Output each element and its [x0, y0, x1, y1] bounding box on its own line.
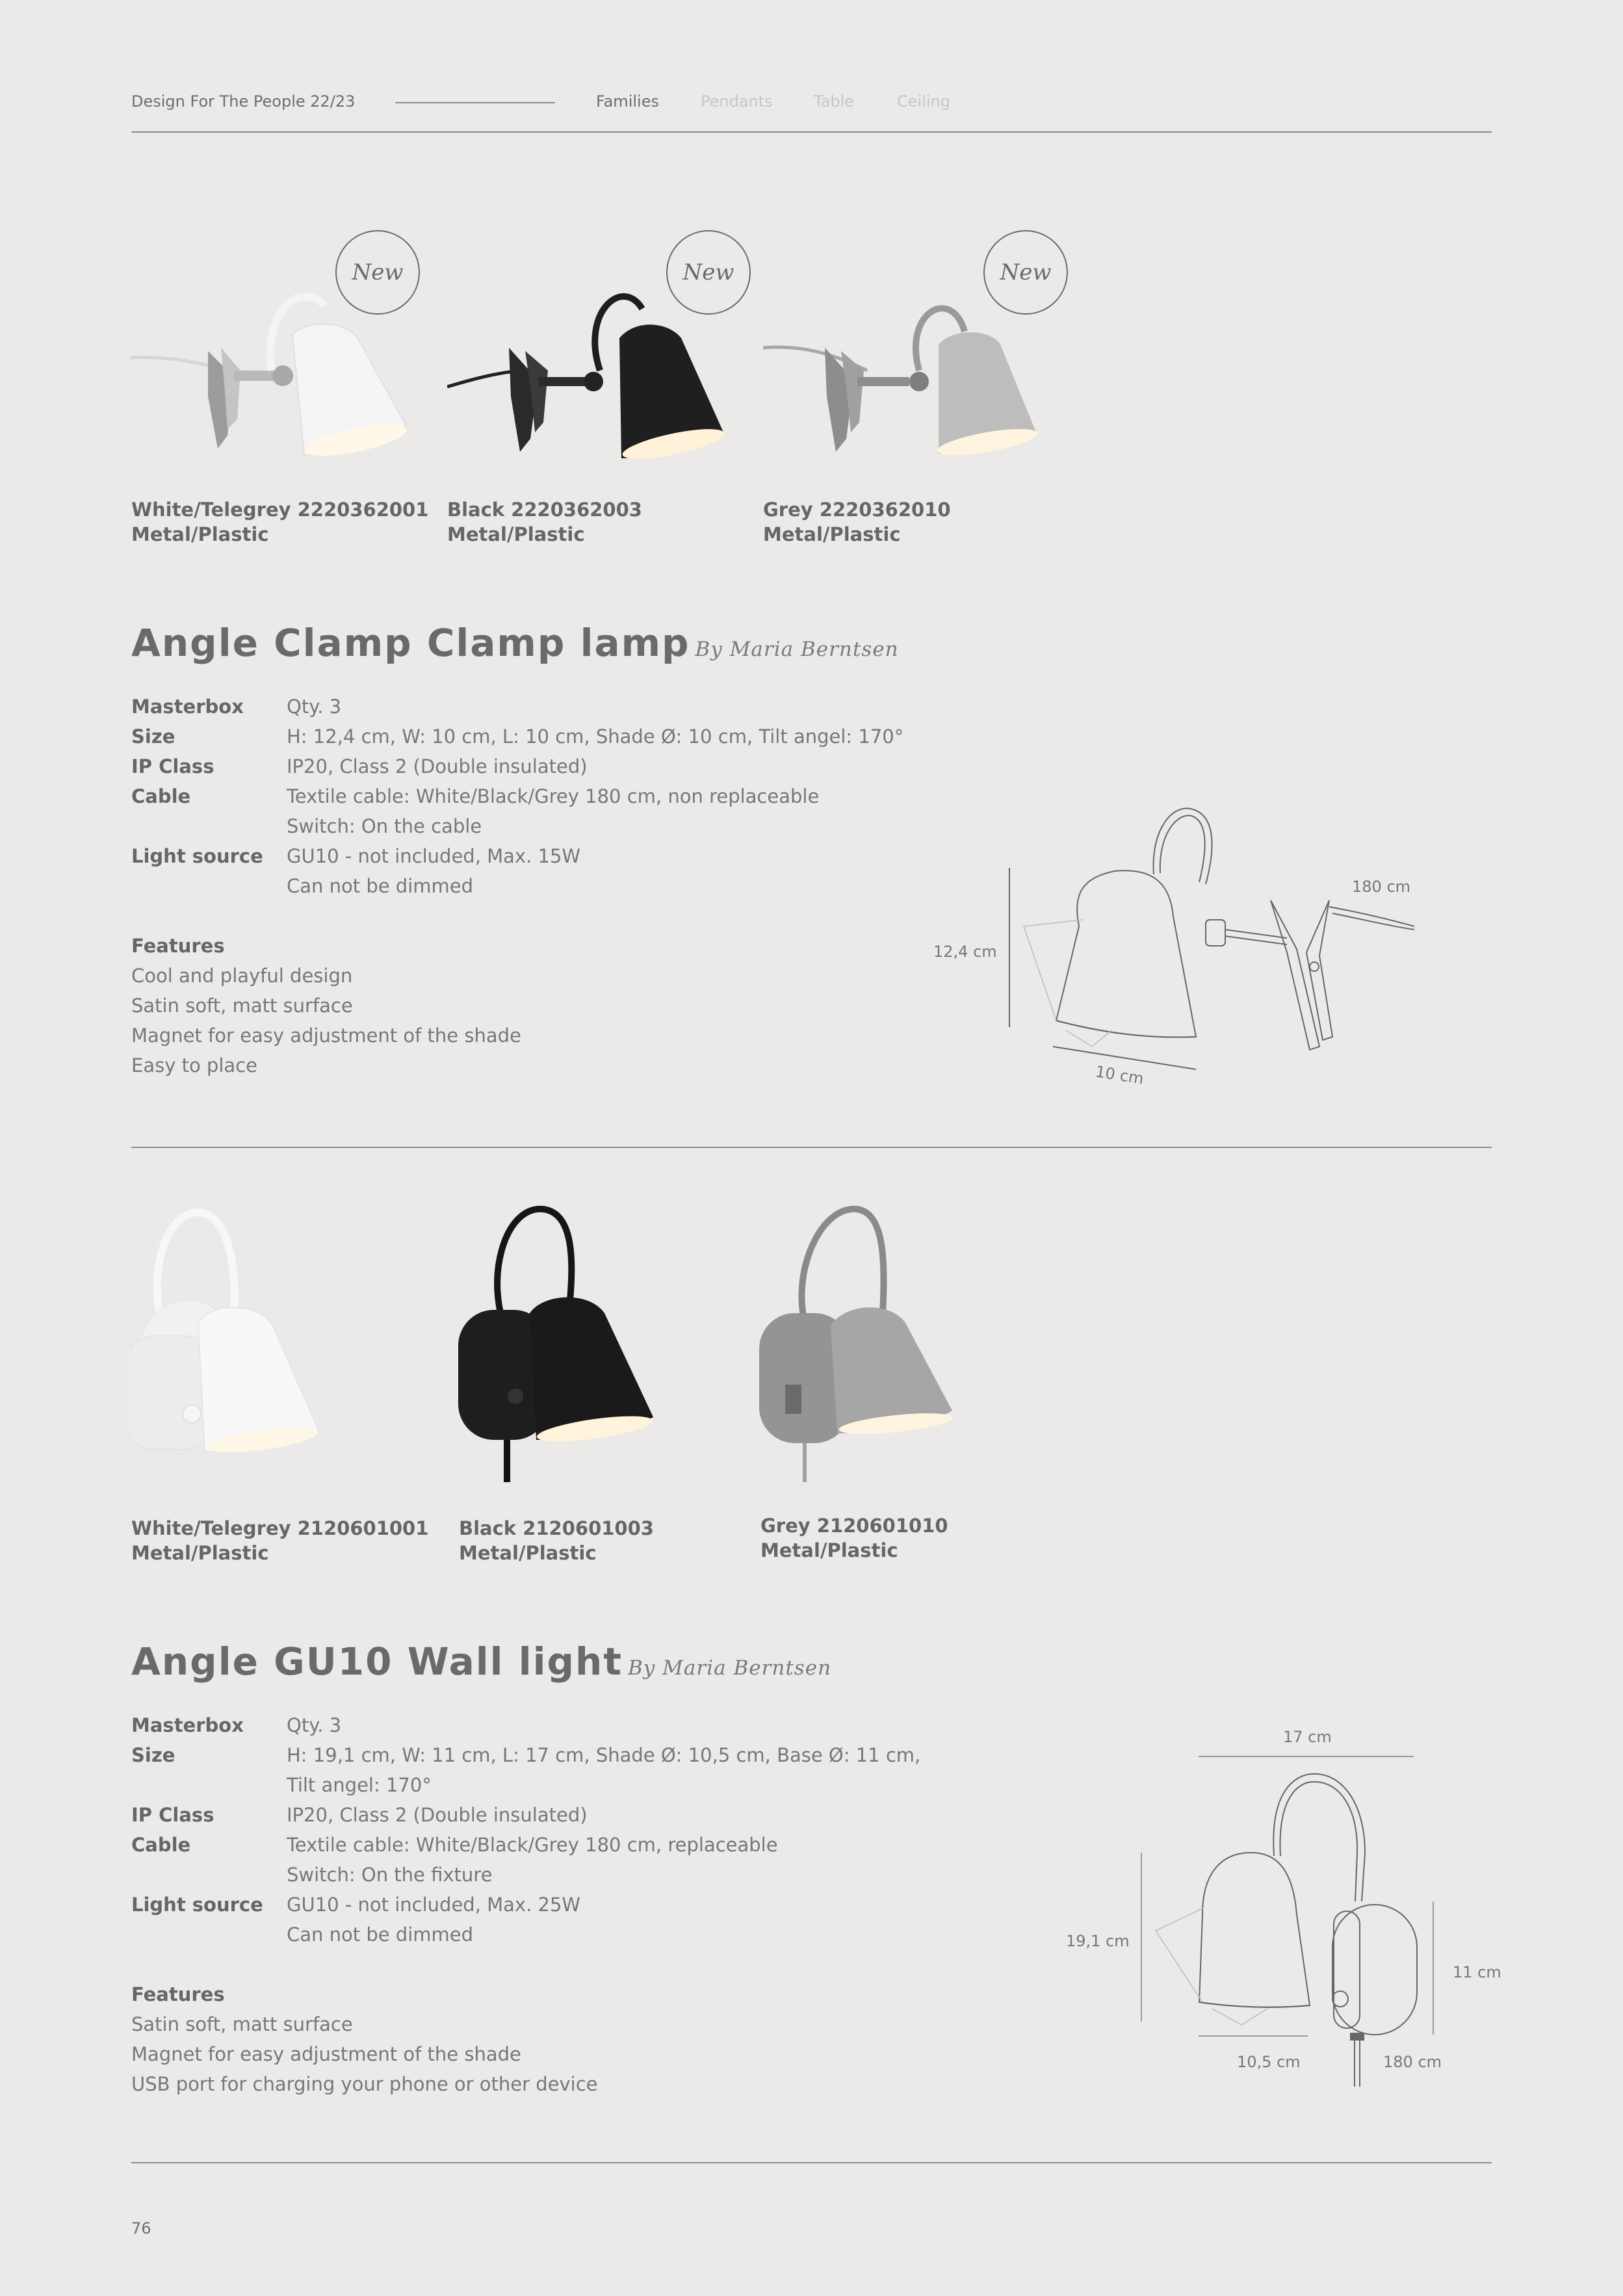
product-image-wall-grey — [759, 1196, 967, 1482]
product-title — [131, 621, 899, 665]
variant-material: Metal/Plastic — [131, 523, 269, 545]
product-title-text: Angle Clamp Clamp lamp — [131, 621, 690, 665]
spec-row — [131, 1770, 920, 1800]
spec-row — [131, 1920, 920, 1950]
dimension-cable: 180 cm — [1352, 878, 1411, 896]
spec-value: GU10 - not included, Max. 15W — [287, 845, 581, 867]
spec-key: Light source — [131, 1894, 263, 1916]
spec-row — [131, 781, 903, 811]
spec-row — [131, 1740, 920, 1770]
spec-key — [131, 811, 287, 841]
nav-ceiling[interactable]: Ceiling — [897, 92, 950, 111]
feature-item: Magnet for easy adjustment of the shade — [131, 1024, 521, 1047]
spec-value: Can not be dimmed — [287, 1924, 474, 1946]
new-badge: New — [666, 230, 751, 315]
spec-key: Cable — [131, 785, 191, 807]
spec-value: GU10 - not included, Max. 25W — [287, 1894, 581, 1916]
spec-value: Switch: On the fixture — [287, 1864, 493, 1886]
variant-name: Black 2220362003 — [447, 499, 642, 521]
spec-key — [131, 1920, 287, 1950]
spec-row — [131, 692, 903, 722]
feature-item: Satin soft, matt surface — [131, 995, 353, 1017]
spec-value: Textile cable: White/Black/Grey 180 cm, replaceable — [287, 1834, 778, 1856]
footer-rule — [131, 2162, 1492, 2163]
variant-caption — [131, 497, 428, 547]
spec-value: IP20, Class 2 (Double insulated) — [287, 755, 588, 777]
spec-row — [131, 1800, 920, 1830]
features-heading: Features — [131, 1983, 225, 2005]
spec-value: Tilt angel: 170° — [287, 1774, 432, 1796]
spec-value: H: 19,1 cm, W: 11 cm, L: 17 cm, Shade Ø: 10,5 cm, Base Ø: 11 cm, — [287, 1744, 921, 1766]
new-badge: New — [983, 230, 1068, 315]
variant-material: Metal/Plastic — [459, 1542, 597, 1564]
spec-key — [131, 1860, 287, 1890]
variant-material: Metal/Plastic — [763, 523, 901, 545]
spec-value: H: 12,4 cm, W: 10 cm, L: 10 cm, Shade Ø: 10 cm, Tilt angel: 170° — [287, 725, 904, 748]
spec-key: Size — [131, 725, 175, 748]
variant-name: Grey 2220362010 — [763, 499, 951, 521]
product-title — [131, 1639, 831, 1684]
spec-key — [131, 871, 287, 901]
features-list — [131, 931, 521, 1080]
spec-value: Qty. 3 — [287, 1714, 342, 1736]
spec-value: IP20, Class 2 (Double insulated) — [287, 1804, 588, 1826]
page-number: 76 — [131, 2219, 151, 2237]
spec-value: Qty. 3 — [287, 696, 342, 718]
spec-row — [131, 811, 903, 841]
spec-table — [131, 1710, 920, 1950]
spec-key — [131, 1770, 287, 1800]
spec-key: Light source — [131, 845, 263, 867]
section-divider — [131, 1147, 1492, 1148]
designer-credit: By Maria Berntsen — [695, 638, 899, 661]
feature-item: USB port for charging your phone or other device — [131, 2073, 598, 2095]
spec-value: Can not be dimmed — [287, 875, 474, 897]
spec-row — [131, 841, 903, 871]
spec-key: Cable — [131, 1834, 191, 1856]
spec-row — [131, 871, 903, 901]
header-rule — [131, 131, 1492, 133]
spec-row — [131, 1890, 920, 1920]
feature-item: Easy to place — [131, 1054, 257, 1076]
dimension-shade: 10,5 cm — [1237, 2053, 1301, 2071]
spec-key: Masterbox — [131, 696, 244, 718]
variant-caption — [459, 1516, 654, 1565]
dimension-width: 10 cm — [1094, 1062, 1145, 1088]
product-image-wall-black — [458, 1196, 666, 1482]
catalog-title: Design For The People 22/23 — [131, 92, 356, 111]
dimension-base: 11 cm — [1453, 1963, 1501, 1981]
feature-item: Magnet for easy adjustment of the shade — [131, 2043, 521, 2065]
spec-row — [131, 1710, 920, 1740]
spec-row — [131, 1860, 920, 1890]
designer-credit: By Maria Berntsen — [628, 1656, 832, 1680]
technical-drawing-clamp — [1001, 796, 1430, 1089]
feature-item: Cool and playful design — [131, 965, 353, 987]
spec-key: IP Class — [131, 1804, 214, 1826]
spec-table — [131, 692, 903, 901]
spec-key: IP Class — [131, 755, 214, 777]
product-image-wall-white — [130, 1196, 338, 1482]
variant-name: White/Telegrey 2220362001 — [131, 499, 429, 521]
variant-name: Grey 2120601010 — [760, 1515, 948, 1537]
new-badge: New — [335, 230, 420, 315]
spec-row — [131, 751, 903, 781]
nav-pendants[interactable]: Pendants — [701, 92, 773, 111]
dimension-length: 17 cm — [1283, 1728, 1332, 1746]
dimension-height: 19,1 cm — [1066, 1932, 1130, 1950]
variant-name: White/Telegrey 2120601001 — [131, 1517, 429, 1539]
variant-caption — [763, 497, 951, 547]
variant-caption — [131, 1516, 428, 1565]
variant-name: Black 2120601003 — [459, 1517, 654, 1539]
dimension-height: 12,4 cm — [933, 943, 997, 961]
spec-value: Switch: On the cable — [287, 815, 482, 837]
spec-key: Masterbox — [131, 1714, 244, 1736]
feature-item: Satin soft, matt surface — [131, 2013, 353, 2035]
features-list — [131, 1979, 598, 2099]
variant-caption — [447, 497, 642, 547]
nav-table[interactable]: Table — [814, 92, 855, 111]
spec-value: Textile cable: White/Black/Grey 180 cm, non replaceable — [287, 785, 820, 807]
spec-row — [131, 722, 903, 751]
header-short-rule — [395, 102, 555, 103]
variant-caption — [760, 1513, 948, 1563]
product-title-text: Angle GU10 Wall light — [131, 1639, 623, 1684]
nav-families[interactable]: Families — [596, 92, 659, 111]
variant-material: Metal/Plastic — [760, 1539, 898, 1561]
variant-material: Metal/Plastic — [447, 523, 585, 545]
variant-material: Metal/Plastic — [131, 1542, 269, 1564]
features-heading: Features — [131, 935, 225, 957]
technical-drawing-wall — [1131, 1749, 1456, 2087]
spec-row — [131, 1830, 920, 1860]
dimension-cable: 180 cm — [1383, 2053, 1442, 2071]
spec-key: Size — [131, 1744, 175, 1766]
